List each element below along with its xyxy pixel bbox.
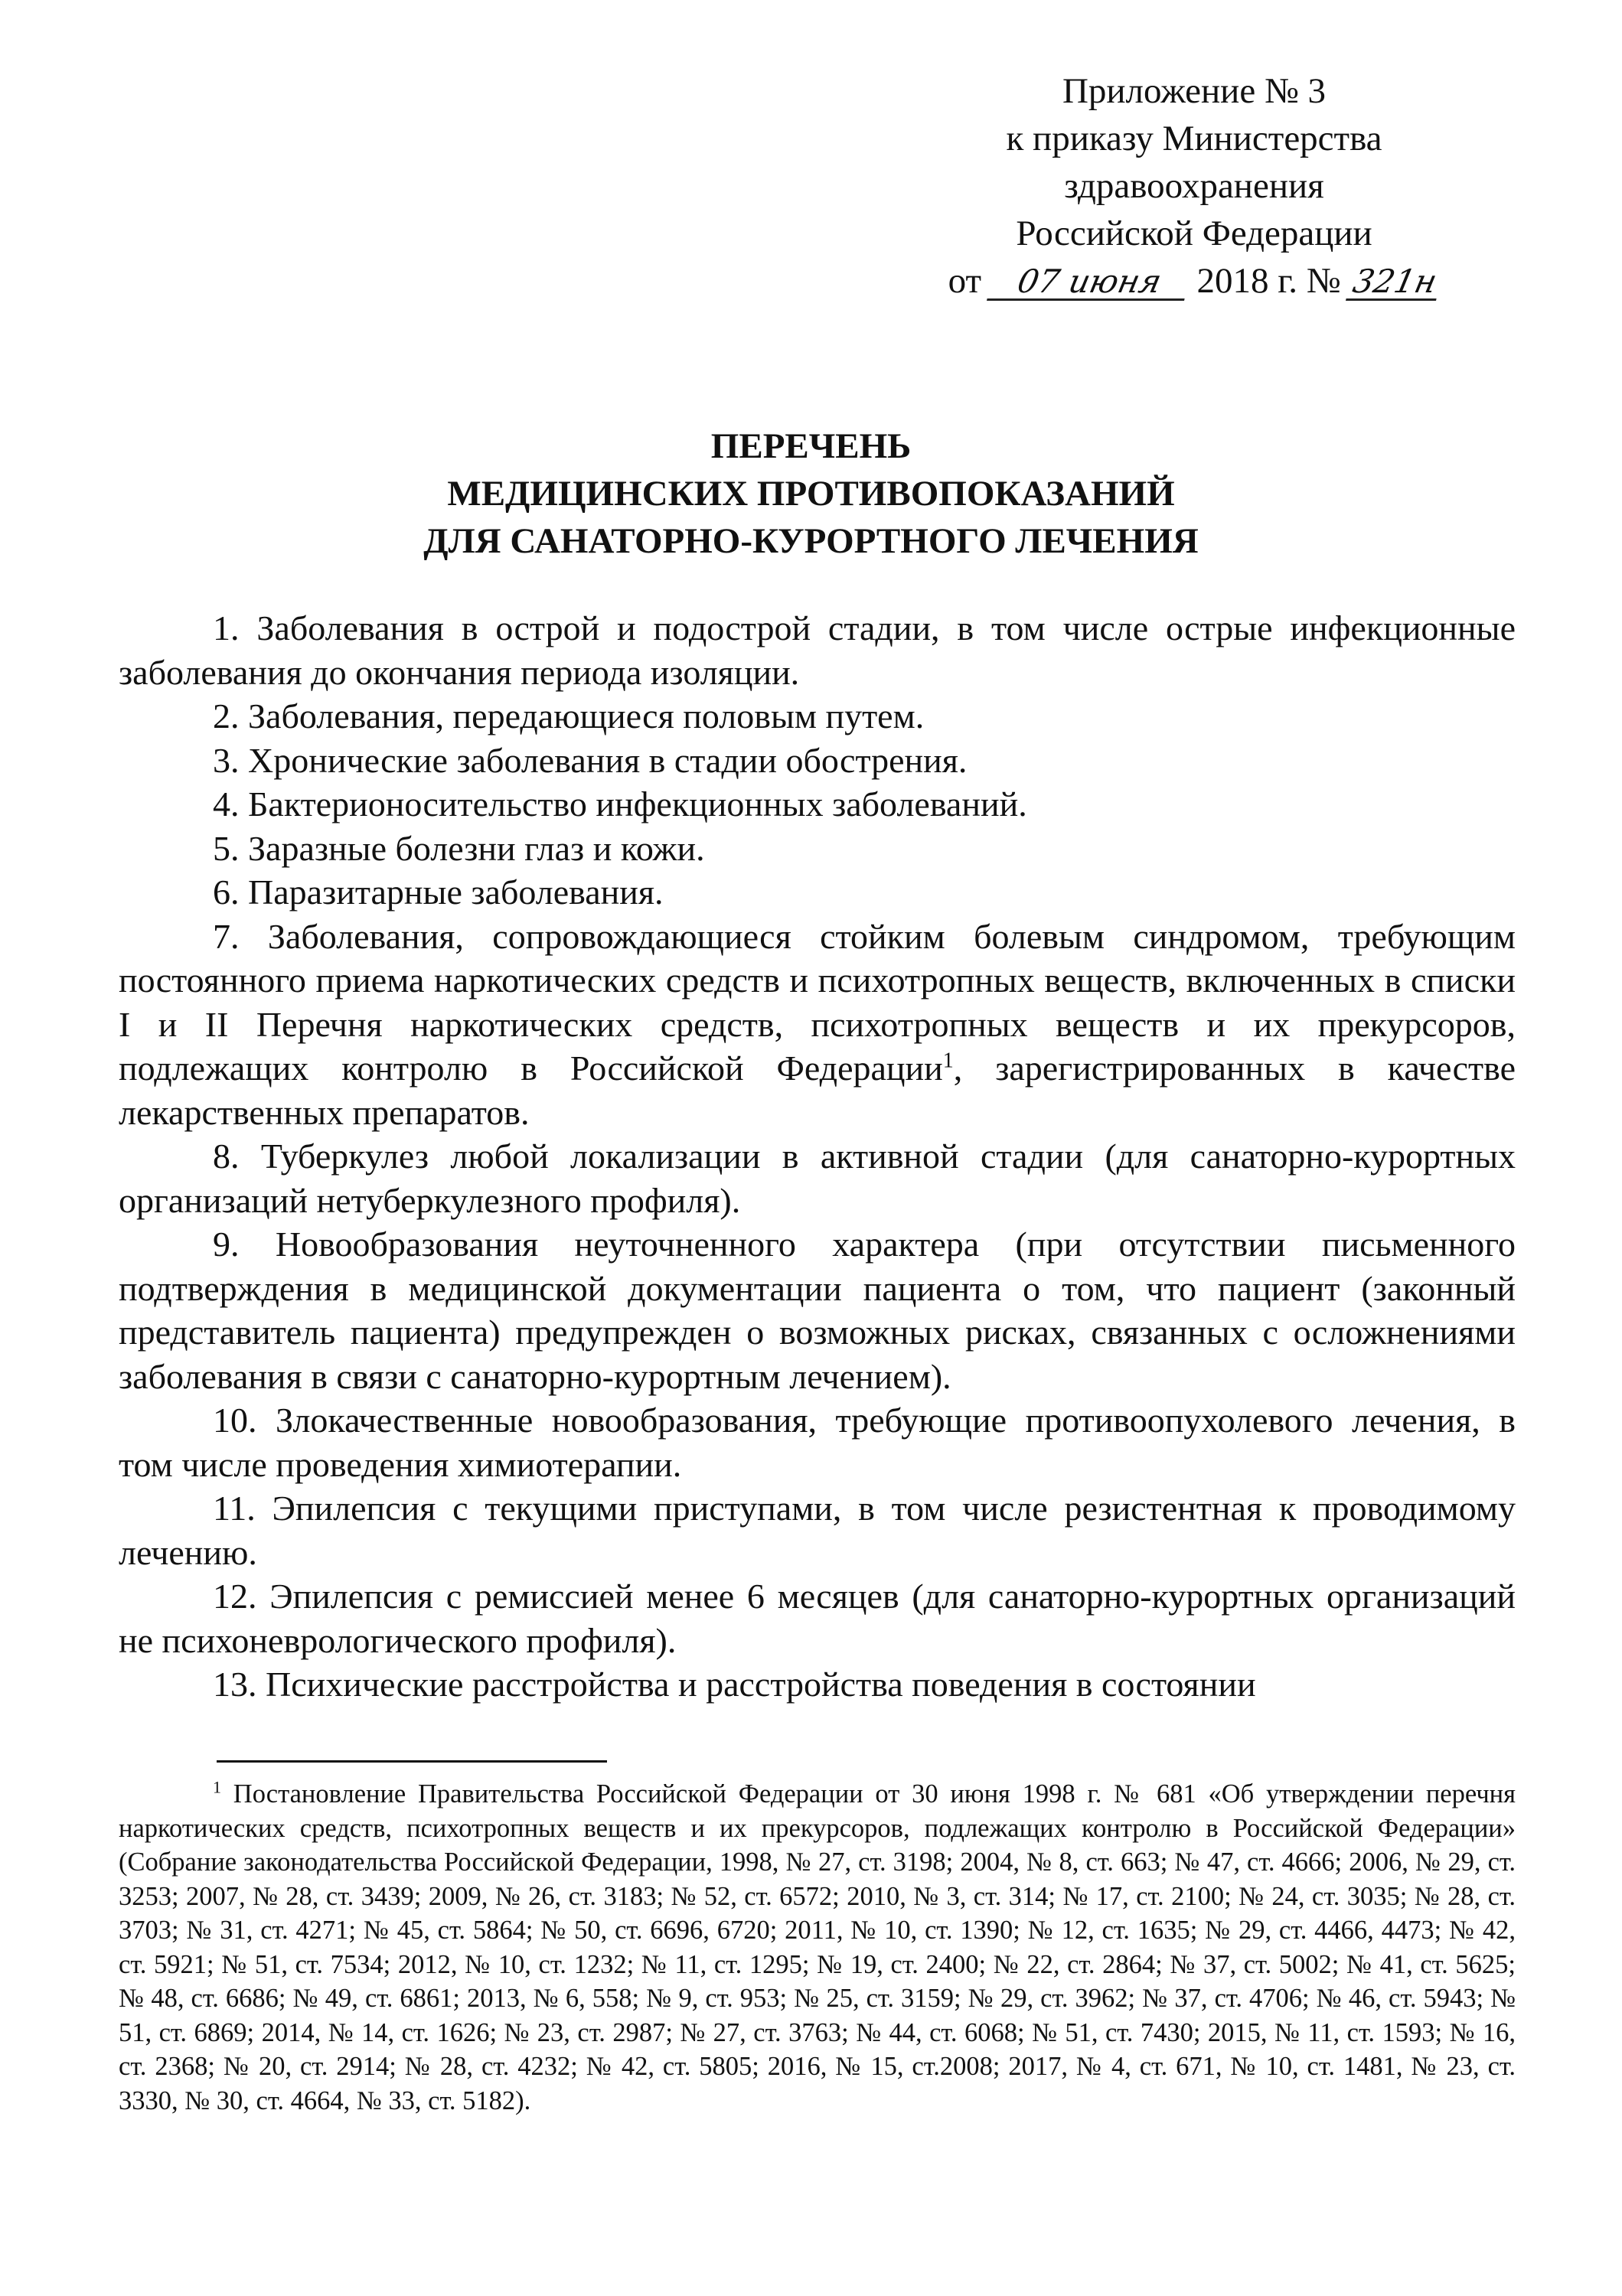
- appendix-header: [880, 67, 1508, 305]
- appendix-line-1: Приложение № 3: [1062, 71, 1327, 111]
- appendix-date-line: [880, 257, 1508, 305]
- list-item: 10. Злокачественные новообразования, требующие противоопухолевого лечения, в том числе проведения химиотерапии.: [119, 1401, 1516, 1484]
- appendix-line-4: Российской Федерации: [1016, 214, 1372, 253]
- list-item: 2. Заболевания, передающиеся половым путем.: [213, 696, 925, 735]
- footnote-marker: 1: [942, 1049, 954, 1073]
- title-line-2: МЕДИЦИНСКИХ ПРОТИВОПОКАЗАНИЙ: [447, 474, 1175, 514]
- list-item: 1. Заболевания в острой и подострой стадии, в том числе острые инфекционные заболевания до окончания периода изоляции.: [119, 608, 1516, 692]
- handwritten-order-number: 321н: [1346, 265, 1444, 301]
- appendix-year: 2018 г. №: [1196, 261, 1341, 301]
- list-item: 6. Паразитарные заболевания.: [213, 872, 664, 912]
- handwritten-date: 07 июня: [987, 265, 1192, 301]
- title-line-3: ДЛЯ САНАТОРНО-КУРОРТНОГО ЛЕЧЕНИЯ: [423, 521, 1199, 561]
- list-item: 3. Хронические заболевания в стадии обострения.: [213, 740, 968, 780]
- footnote-number: 1: [213, 1777, 221, 1797]
- list-item: 4. Бактерионосительство инфекционных заболеваний.: [213, 784, 1027, 823]
- footnote: [119, 1777, 1516, 2118]
- list-item-7: [119, 915, 1516, 1135]
- list-item: 11. Эпилепсия с текущими приступами, в том числе резистентная к проводимому лечению.: [119, 1489, 1516, 1572]
- appendix-line-3: здравоохранения: [1064, 166, 1324, 206]
- document-title: [0, 422, 1622, 565]
- item-7-tail: , зарегистрированных в качестве лекарственных препаратов.: [119, 1049, 1516, 1132]
- list-item: 12. Эпилепсия с ремиссией менее 6 месяцев (для санаторно-курортных организаций не психоневрологического профиля).: [119, 1577, 1516, 1660]
- contraindications-list: [119, 606, 1516, 1707]
- list-item: 9. Новообразования неуточненного характера (при отсутствии письменного подтверждения в медицинской документации пациента о том, что пациент (законный представитель пациента) предупрежден о возможных рисках, связанных с осложнениями заболевания в связи с санаторно-курортным лечением).: [119, 1225, 1516, 1396]
- title-line-1: ПЕРЕЧЕНЬ: [710, 426, 912, 466]
- list-item: 8. Туберкулез любой локализации в активной стадии (для санаторно-курортных организаций нетуберкулезного профиля).: [119, 1137, 1516, 1220]
- list-item: 5. Заразные болезни глаз и кожи.: [213, 828, 705, 868]
- footnote-text: Постановление Правительства Российской Федерации от 30 июня 1998 г. № 681 «Об утверждении перечня наркотических средств, психотропных веществ и их прекурсоров, подлежащих контролю в Российской Федерации» (Собрание законодательства Российской Федерации, 1998, № 27, ст. 3198; 2004, № 8, ст. 663; № 47, ст. 4666; 2006, № 29, ст. 3253; 2007, № 28, ст. 3439; 2009, № 26, ст. 3183; № 52, ст. 6572; 2010, № 3, ст. 314; № 17, ст. 2100; № 24, ст. 3035; № 28, ст. 3703; № 31, ст. 4271; № 45, ст. 5864; № 50, ст. 6696, 6720; 2011, № 10, ст. 1390; № 12, ст. 1635; № 29, ст. 4466, 4473; № 42, ст. 5921; № 51, ст. 7534; 2012, № 10, ст. 1232; № 11, ст. 1295; № 19, ст. 2400; № 22, ст. 2864; № 37, ст. 5002; № 41, ст. 5625; № 48, ст. 6686; № 49, ст. 6861; 2013, № 6, 558; № 9, ст. 953; № 25, ст. 3159; № 29, ст. 3962; № 37, ст. 4706; № 46, ст. 5943; № 51, ст. 6869; 2014, № 14, ст. 1626; № 23, ст. 2987; № 27, ст. 3763; № 44, ст. 6068; № 51, ст. 7430; 2015, № 11, ст. 1593; № 16, ст. 2368; № 20, ст. 2914; № 28, ст. 4232; № 42, ст. 5805; 2016, № 15, ст.2008; 2017, № 4, ст. 671, № 10, ст. 1481, № 23, ст. 3330, № 30, ст. 4664, № 33, ст. 5182).: [119, 1779, 1516, 2115]
- footnote-divider: [217, 1760, 607, 1763]
- list-item: 13. Психические расстройства и расстройства поведения в состоянии: [213, 1665, 1256, 1704]
- item-7-text: 7. Заболевания, сопровождающиеся стойким болевым синдромом, требующим постоянного приема наркотических средств и психотропных веществ, включенных в списки I и II Перечня наркотических средств, психотропных веществ и их прекурсоров, подлежащих контролю в Российской Федерации: [119, 916, 1516, 1088]
- appendix-date-prefix: от: [948, 261, 982, 301]
- appendix-line-2: к приказу Министерства: [1006, 119, 1382, 158]
